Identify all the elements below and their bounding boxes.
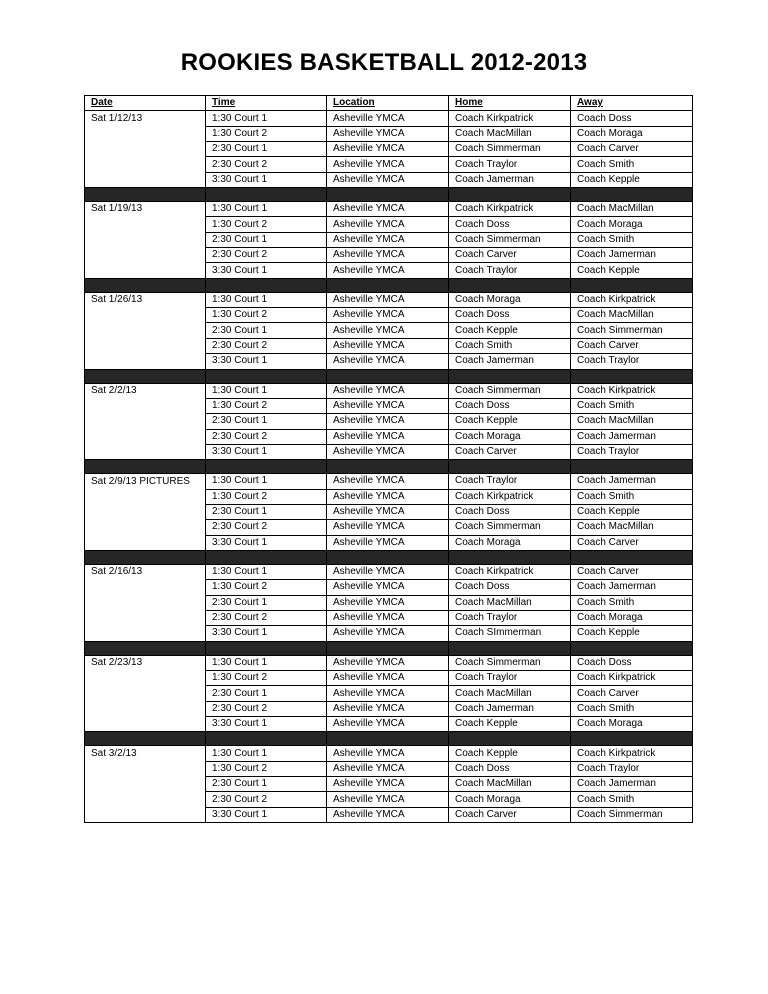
schedule-table bbox=[84, 95, 693, 823]
week-separator bbox=[85, 732, 693, 746]
page-title: ROOKIES BASKETBALL 2012-2013 bbox=[180, 49, 588, 76]
cell-date: Sat 1/19/13 bbox=[85, 202, 206, 217]
cell-away: Coach Jamerman bbox=[571, 429, 693, 444]
separator-cell bbox=[327, 732, 449, 746]
cell-home: Coach Moraga bbox=[449, 429, 571, 444]
table-row bbox=[85, 172, 693, 187]
cell-time: 1:30 Court 1 bbox=[206, 474, 327, 489]
cell-date bbox=[85, 595, 206, 610]
cell-location: Asheville YMCA bbox=[327, 142, 449, 157]
table-row bbox=[85, 807, 693, 822]
separator-cell bbox=[449, 641, 571, 655]
table-row bbox=[85, 383, 693, 398]
separator-cell bbox=[571, 732, 693, 746]
cell-away: Coach Jamerman bbox=[571, 777, 693, 792]
separator-cell bbox=[449, 369, 571, 383]
separator-cell bbox=[85, 369, 206, 383]
cell-location: Asheville YMCA bbox=[327, 202, 449, 217]
cell-away: Coach Traylor bbox=[571, 354, 693, 369]
separator-cell bbox=[449, 188, 571, 202]
cell-location: Asheville YMCA bbox=[327, 626, 449, 641]
cell-away: Coach Carver bbox=[571, 686, 693, 701]
separator-cell bbox=[571, 460, 693, 474]
cell-time: 2:30 Court 2 bbox=[206, 610, 327, 625]
cell-time: 1:30 Court 1 bbox=[206, 746, 327, 761]
header-home: Home bbox=[449, 96, 571, 111]
separator-cell bbox=[571, 641, 693, 655]
separator-cell bbox=[571, 188, 693, 202]
table-row bbox=[85, 792, 693, 807]
table-row bbox=[85, 535, 693, 550]
table-row bbox=[85, 610, 693, 625]
table-row bbox=[85, 626, 693, 641]
cell-location: Asheville YMCA bbox=[327, 701, 449, 716]
cell-date bbox=[85, 626, 206, 641]
cell-away: Coach Jamerman bbox=[571, 580, 693, 595]
cell-date bbox=[85, 354, 206, 369]
cell-home: Coach Carver bbox=[449, 248, 571, 263]
cell-time: 1:30 Court 1 bbox=[206, 111, 327, 126]
cell-away: Coach Simmerman bbox=[571, 323, 693, 338]
cell-away: Coach Kirkpatrick bbox=[571, 292, 693, 307]
separator-cell bbox=[449, 732, 571, 746]
cell-away: Coach Jamerman bbox=[571, 248, 693, 263]
cell-date: Sat 2/9/13 PICTURES bbox=[85, 474, 206, 489]
cell-time: 1:30 Court 2 bbox=[206, 398, 327, 413]
separator-cell bbox=[206, 641, 327, 655]
cell-home: Coach Doss bbox=[449, 308, 571, 323]
cell-home: Coach Moraga bbox=[449, 292, 571, 307]
cell-away: Coach Kepple bbox=[571, 263, 693, 278]
week-separator bbox=[85, 641, 693, 655]
cell-away: Coach MacMillan bbox=[571, 202, 693, 217]
table-row bbox=[85, 157, 693, 172]
table-row bbox=[85, 701, 693, 716]
week-separator bbox=[85, 188, 693, 202]
cell-home: Coach Jamerman bbox=[449, 354, 571, 369]
cell-location: Asheville YMCA bbox=[327, 564, 449, 579]
table-row bbox=[85, 474, 693, 489]
table-row bbox=[85, 263, 693, 278]
cell-date bbox=[85, 504, 206, 519]
table-row bbox=[85, 717, 693, 732]
cell-away: Coach Moraga bbox=[571, 126, 693, 141]
cell-home: Coach Carver bbox=[449, 444, 571, 459]
table-row bbox=[85, 354, 693, 369]
cell-date bbox=[85, 717, 206, 732]
cell-location: Asheville YMCA bbox=[327, 126, 449, 141]
cell-away: Coach Carver bbox=[571, 338, 693, 353]
cell-home: Coach MacMillan bbox=[449, 595, 571, 610]
cell-time: 2:30 Court 1 bbox=[206, 504, 327, 519]
table-row bbox=[85, 686, 693, 701]
separator-cell bbox=[449, 550, 571, 564]
cell-date bbox=[85, 323, 206, 338]
cell-time: 2:30 Court 2 bbox=[206, 429, 327, 444]
table-row bbox=[85, 429, 693, 444]
cell-date: Sat 3/2/13 bbox=[85, 746, 206, 761]
separator-cell bbox=[206, 369, 327, 383]
table-row bbox=[85, 520, 693, 535]
cell-time: 3:30 Court 1 bbox=[206, 263, 327, 278]
separator-cell bbox=[327, 550, 449, 564]
separator-cell bbox=[571, 550, 693, 564]
cell-away: Coach Traylor bbox=[571, 761, 693, 776]
cell-time: 2:30 Court 2 bbox=[206, 157, 327, 172]
cell-home: Coach Doss bbox=[449, 761, 571, 776]
cell-home: Coach MacMillan bbox=[449, 777, 571, 792]
cell-away: Coach Moraga bbox=[571, 610, 693, 625]
table-row bbox=[85, 398, 693, 413]
separator-cell bbox=[571, 278, 693, 292]
table-row bbox=[85, 232, 693, 247]
cell-time: 2:30 Court 1 bbox=[206, 777, 327, 792]
cell-home: Coach Jamerman bbox=[449, 701, 571, 716]
table-row bbox=[85, 761, 693, 776]
cell-away: Coach Smith bbox=[571, 595, 693, 610]
cell-date bbox=[85, 142, 206, 157]
table-row bbox=[85, 504, 693, 519]
cell-away: Coach MacMillan bbox=[571, 414, 693, 429]
cell-date bbox=[85, 172, 206, 187]
cell-away: Coach Kirkpatrick bbox=[571, 383, 693, 398]
cell-home: Coach Kirkpatrick bbox=[449, 202, 571, 217]
cell-date: Sat 2/2/13 bbox=[85, 383, 206, 398]
table-row bbox=[85, 292, 693, 307]
cell-home: Coach Traylor bbox=[449, 263, 571, 278]
cell-home: Coach SImmerman bbox=[449, 626, 571, 641]
separator-cell bbox=[449, 460, 571, 474]
cell-date bbox=[85, 610, 206, 625]
cell-away: Coach Simmerman bbox=[571, 807, 693, 822]
cell-date bbox=[85, 157, 206, 172]
cell-date bbox=[85, 263, 206, 278]
cell-time: 3:30 Court 1 bbox=[206, 172, 327, 187]
separator-cell bbox=[85, 641, 206, 655]
table-row bbox=[85, 217, 693, 232]
table-row bbox=[85, 777, 693, 792]
cell-away: Coach Smith bbox=[571, 701, 693, 716]
cell-date bbox=[85, 489, 206, 504]
cell-away: Coach Jamerman bbox=[571, 474, 693, 489]
cell-location: Asheville YMCA bbox=[327, 217, 449, 232]
cell-home: Coach Doss bbox=[449, 217, 571, 232]
table-row bbox=[85, 126, 693, 141]
cell-location: Asheville YMCA bbox=[327, 792, 449, 807]
table-row bbox=[85, 489, 693, 504]
separator-cell bbox=[206, 732, 327, 746]
cell-away: Coach Smith bbox=[571, 489, 693, 504]
cell-location: Asheville YMCA bbox=[327, 761, 449, 776]
cell-away: Coach Moraga bbox=[571, 717, 693, 732]
cell-location: Asheville YMCA bbox=[327, 444, 449, 459]
cell-location: Asheville YMCA bbox=[327, 595, 449, 610]
table-row bbox=[85, 580, 693, 595]
cell-away: Coach MacMillan bbox=[571, 308, 693, 323]
cell-time: 2:30 Court 2 bbox=[206, 248, 327, 263]
cell-time: 3:30 Court 1 bbox=[206, 535, 327, 550]
cell-time: 1:30 Court 1 bbox=[206, 655, 327, 670]
cell-time: 3:30 Court 1 bbox=[206, 626, 327, 641]
separator-cell bbox=[85, 460, 206, 474]
cell-home: Coach MacMillan bbox=[449, 686, 571, 701]
cell-time: 1:30 Court 2 bbox=[206, 761, 327, 776]
cell-home: Coach Simmerman bbox=[449, 520, 571, 535]
cell-date bbox=[85, 338, 206, 353]
table-row bbox=[85, 564, 693, 579]
cell-time: 1:30 Court 2 bbox=[206, 580, 327, 595]
cell-location: Asheville YMCA bbox=[327, 323, 449, 338]
cell-date bbox=[85, 777, 206, 792]
cell-location: Asheville YMCA bbox=[327, 717, 449, 732]
separator-cell bbox=[327, 278, 449, 292]
cell-date bbox=[85, 414, 206, 429]
header-row bbox=[85, 96, 693, 111]
cell-home: Coach Jamerman bbox=[449, 172, 571, 187]
cell-location: Asheville YMCA bbox=[327, 338, 449, 353]
cell-location: Asheville YMCA bbox=[327, 292, 449, 307]
cell-date bbox=[85, 232, 206, 247]
cell-time: 2:30 Court 2 bbox=[206, 792, 327, 807]
separator-cell bbox=[206, 460, 327, 474]
cell-location: Asheville YMCA bbox=[327, 655, 449, 670]
table-row bbox=[85, 248, 693, 263]
cell-time: 1:30 Court 2 bbox=[206, 308, 327, 323]
cell-home: Coach Kirkpatrick bbox=[449, 564, 571, 579]
separator-cell bbox=[85, 732, 206, 746]
cell-home: Coach Traylor bbox=[449, 671, 571, 686]
cell-home: Coach Doss bbox=[449, 398, 571, 413]
cell-location: Asheville YMCA bbox=[327, 671, 449, 686]
cell-home: Coach Simmerman bbox=[449, 655, 571, 670]
cell-date bbox=[85, 535, 206, 550]
cell-date bbox=[85, 429, 206, 444]
cell-location: Asheville YMCA bbox=[327, 232, 449, 247]
cell-date bbox=[85, 792, 206, 807]
cell-location: Asheville YMCA bbox=[327, 520, 449, 535]
cell-home: Coach MacMillan bbox=[449, 126, 571, 141]
cell-home: Coach Moraga bbox=[449, 792, 571, 807]
cell-date bbox=[85, 248, 206, 263]
separator-cell bbox=[327, 188, 449, 202]
table-row bbox=[85, 338, 693, 353]
cell-time: 3:30 Court 1 bbox=[206, 354, 327, 369]
cell-time: 2:30 Court 1 bbox=[206, 232, 327, 247]
cell-home: Coach Doss bbox=[449, 580, 571, 595]
cell-time: 3:30 Court 1 bbox=[206, 717, 327, 732]
table-row bbox=[85, 142, 693, 157]
cell-time: 3:30 Court 1 bbox=[206, 807, 327, 822]
table-row bbox=[85, 655, 693, 670]
header-time: Time bbox=[206, 96, 327, 111]
cell-away: Coach Kirkpatrick bbox=[571, 671, 693, 686]
cell-date bbox=[85, 520, 206, 535]
cell-date: Sat 2/16/13 bbox=[85, 564, 206, 579]
cell-home: Coach Kirkpatrick bbox=[449, 489, 571, 504]
cell-date bbox=[85, 671, 206, 686]
cell-home: Coach Kepple bbox=[449, 746, 571, 761]
cell-home: Coach Doss bbox=[449, 504, 571, 519]
cell-away: Coach Kepple bbox=[571, 626, 693, 641]
cell-away: Coach Doss bbox=[571, 655, 693, 670]
separator-cell bbox=[449, 278, 571, 292]
cell-location: Asheville YMCA bbox=[327, 248, 449, 263]
cell-time: 3:30 Court 1 bbox=[206, 444, 327, 459]
cell-home: Coach Traylor bbox=[449, 474, 571, 489]
cell-time: 1:30 Court 1 bbox=[206, 383, 327, 398]
cell-time: 1:30 Court 1 bbox=[206, 564, 327, 579]
cell-away: Coach Kirkpatrick bbox=[571, 746, 693, 761]
cell-away: Coach Moraga bbox=[571, 217, 693, 232]
cell-date: Sat 1/12/13 bbox=[85, 111, 206, 126]
cell-time: 1:30 Court 1 bbox=[206, 202, 327, 217]
header-date: Date bbox=[85, 96, 206, 111]
cell-time: 2:30 Court 1 bbox=[206, 142, 327, 157]
cell-away: Coach Kepple bbox=[571, 504, 693, 519]
cell-time: 1:30 Court 2 bbox=[206, 489, 327, 504]
cell-home: Coach Kepple bbox=[449, 717, 571, 732]
cell-location: Asheville YMCA bbox=[327, 398, 449, 413]
cell-away: Coach Smith bbox=[571, 792, 693, 807]
cell-location: Asheville YMCA bbox=[327, 354, 449, 369]
cell-away: Coach Smith bbox=[571, 157, 693, 172]
table-row bbox=[85, 595, 693, 610]
cell-location: Asheville YMCA bbox=[327, 474, 449, 489]
cell-away: Coach Doss bbox=[571, 111, 693, 126]
cell-location: Asheville YMCA bbox=[327, 807, 449, 822]
cell-time: 1:30 Court 2 bbox=[206, 671, 327, 686]
cell-date: Sat 2/23/13 bbox=[85, 655, 206, 670]
separator-cell bbox=[571, 369, 693, 383]
cell-time: 1:30 Court 2 bbox=[206, 217, 327, 232]
cell-location: Asheville YMCA bbox=[327, 429, 449, 444]
table-row bbox=[85, 308, 693, 323]
cell-date bbox=[85, 398, 206, 413]
cell-location: Asheville YMCA bbox=[327, 777, 449, 792]
cell-date bbox=[85, 126, 206, 141]
cell-away: Coach MacMillan bbox=[571, 520, 693, 535]
table-row bbox=[85, 323, 693, 338]
cell-location: Asheville YMCA bbox=[327, 308, 449, 323]
cell-home: Coach Simmerman bbox=[449, 142, 571, 157]
separator-cell bbox=[85, 278, 206, 292]
cell-away: Coach Carver bbox=[571, 142, 693, 157]
cell-home: Coach Kirkpatrick bbox=[449, 111, 571, 126]
cell-location: Asheville YMCA bbox=[327, 172, 449, 187]
cell-home: Coach Simmerman bbox=[449, 383, 571, 398]
cell-date bbox=[85, 308, 206, 323]
cell-away: Coach Carver bbox=[571, 535, 693, 550]
cell-date bbox=[85, 807, 206, 822]
cell-home: Coach Smith bbox=[449, 338, 571, 353]
separator-cell bbox=[206, 278, 327, 292]
cell-home: Coach Kepple bbox=[449, 323, 571, 338]
cell-location: Asheville YMCA bbox=[327, 414, 449, 429]
separator-cell bbox=[85, 550, 206, 564]
cell-time: 2:30 Court 2 bbox=[206, 701, 327, 716]
cell-time: 1:30 Court 1 bbox=[206, 292, 327, 307]
cell-location: Asheville YMCA bbox=[327, 263, 449, 278]
cell-time: 2:30 Court 2 bbox=[206, 338, 327, 353]
cell-time: 1:30 Court 2 bbox=[206, 126, 327, 141]
cell-location: Asheville YMCA bbox=[327, 746, 449, 761]
separator-cell bbox=[327, 460, 449, 474]
table-row bbox=[85, 671, 693, 686]
cell-date bbox=[85, 686, 206, 701]
cell-home: Coach Simmerman bbox=[449, 232, 571, 247]
separator-cell bbox=[85, 188, 206, 202]
cell-time: 2:30 Court 1 bbox=[206, 595, 327, 610]
cell-location: Asheville YMCA bbox=[327, 157, 449, 172]
cell-date: Sat 1/26/13 bbox=[85, 292, 206, 307]
cell-date bbox=[85, 580, 206, 595]
cell-time: 2:30 Court 1 bbox=[206, 323, 327, 338]
schedule-body bbox=[85, 111, 693, 823]
week-separator bbox=[85, 550, 693, 564]
cell-location: Asheville YMCA bbox=[327, 383, 449, 398]
separator-cell bbox=[206, 188, 327, 202]
cell-away: Coach Smith bbox=[571, 232, 693, 247]
header-away: Away bbox=[571, 96, 693, 111]
table-row bbox=[85, 414, 693, 429]
cell-location: Asheville YMCA bbox=[327, 580, 449, 595]
cell-date bbox=[85, 217, 206, 232]
cell-location: Asheville YMCA bbox=[327, 535, 449, 550]
table-row bbox=[85, 746, 693, 761]
cell-time: 2:30 Court 2 bbox=[206, 520, 327, 535]
header-location: Location bbox=[327, 96, 449, 111]
cell-home: Coach Traylor bbox=[449, 610, 571, 625]
cell-time: 2:30 Court 1 bbox=[206, 686, 327, 701]
separator-cell bbox=[327, 369, 449, 383]
cell-home: Coach Traylor bbox=[449, 157, 571, 172]
week-separator bbox=[85, 278, 693, 292]
table-row bbox=[85, 111, 693, 126]
cell-location: Asheville YMCA bbox=[327, 686, 449, 701]
cell-location: Asheville YMCA bbox=[327, 111, 449, 126]
table-row bbox=[85, 202, 693, 217]
table-row bbox=[85, 444, 693, 459]
cell-home: Coach Carver bbox=[449, 807, 571, 822]
cell-location: Asheville YMCA bbox=[327, 504, 449, 519]
cell-away: Coach Kepple bbox=[571, 172, 693, 187]
cell-location: Asheville YMCA bbox=[327, 610, 449, 625]
cell-date bbox=[85, 701, 206, 716]
cell-away: Coach Smith bbox=[571, 398, 693, 413]
cell-away: Coach Carver bbox=[571, 564, 693, 579]
cell-away: Coach Traylor bbox=[571, 444, 693, 459]
cell-time: 2:30 Court 1 bbox=[206, 414, 327, 429]
cell-home: Coach Moraga bbox=[449, 535, 571, 550]
week-separator bbox=[85, 460, 693, 474]
separator-cell bbox=[206, 550, 327, 564]
cell-date bbox=[85, 444, 206, 459]
week-separator bbox=[85, 369, 693, 383]
cell-location: Asheville YMCA bbox=[327, 489, 449, 504]
cell-home: Coach Kepple bbox=[449, 414, 571, 429]
separator-cell bbox=[327, 641, 449, 655]
cell-date bbox=[85, 761, 206, 776]
